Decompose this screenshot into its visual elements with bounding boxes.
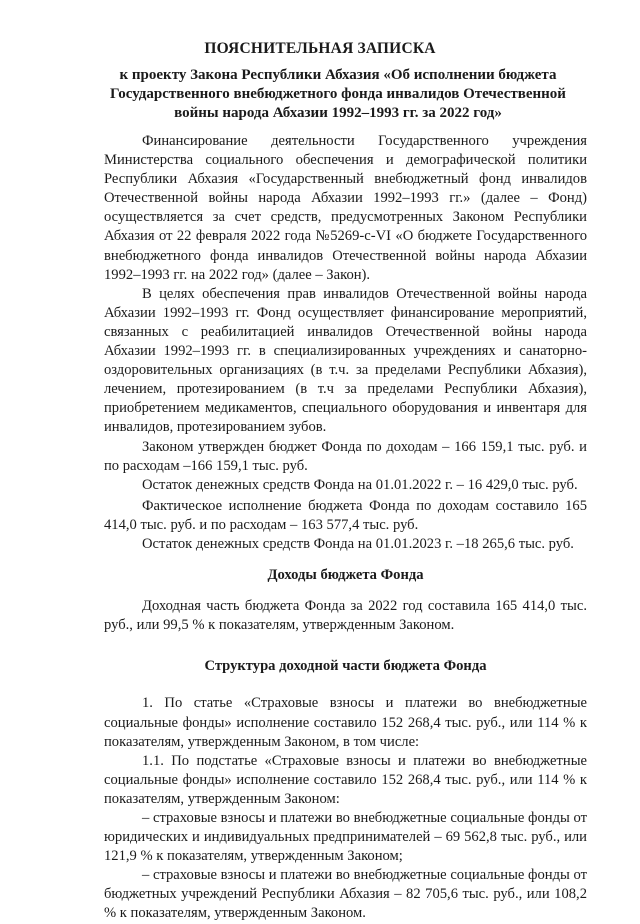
paragraph-budget-institutions: – страховые взносы и платежи во внебюджетные социальные фонды от бюджетных учреждений Республики Абхазия – 82 705,6 тыс. руб., или 108,2 % к показателям, утвержденным Законом.: [104, 867, 587, 922]
section-heading-structure: Структура доходной части бюджета Фонда: [204, 658, 487, 675]
paragraph-purpose: В целях обеспечения прав инвалидов Отечественной войны народа Абхазии 1992–1993 гг. Фонд осуществляет финансирование мероприятий, связанных с реабилитацией инвалидов Отечественной войны народа Абхазии 1992–1993 гг. в специализированных учреждениях и санаторно-оздоровительных организациях (в т.ч. за пределами Республики Абхазия), лечением, протезированием (в т.ч за пределами Республики Абхазия), приобретением медикаментов, специального оборудования и инвентаря для инвалидов, протезированием зубов.: [104, 285, 587, 436]
paragraph-approved-budget: Законом утвержден бюджет Фонда по доходам – 166 159,1 тыс. руб. и по расходам –166 159,1 тыс. руб.: [104, 438, 587, 474]
section-heading-income: Доходы бюджета Фонда: [267, 567, 424, 584]
paragraph-balance-2023: Остаток денежных средств Фонда на 01.01.2023 г. –18 265,6 тыс. руб.: [142, 535, 574, 552]
paragraph-article-1: 1. По статье «Страховые взносы и платежи во внебюджетные социальные фонды» исполнение составило 152 268,4 тыс. руб., или 114 % к показателям, утвержденным Законом, в том числе:: [104, 695, 587, 750]
paragraph-funding: Финансирование деятельности Государственного учреждения Министерства социального обеспечения и демографической политики Республики Абхазия «Государственный внебюджетный фонд инвалидов Отечественной войны народа Абхазии 1992–1993 гг.» (далее – Фонд) осуществляется за счет средств, предусмотренных Законом Республики Абхазия от 22 февраля 2022 года №5269-с-VI «О бюджете Государственного внебюджетного фонда инвалидов Отечественной войны народа Абхазии 1992–1993 гг. на 2022 год» (далее – Закон).: [104, 133, 587, 283]
paragraph-subarticle-1-1: 1.1. По подстатье «Страховые взносы и платежи во внебюджетные социальные фонды» исполнение составило 152 268,4 тыс. руб., или 114 % к показателям, утвержденным Законом:: [104, 752, 587, 807]
document-body: [104, 132, 587, 924]
document-subtitle: к проекту Закона Республики Абхазия «Об исполнении бюджета Государственного внебюджетного фонда инвалидов Отечественной войны народа Абхазии 1992–1993 гг. за 2022 год»: [110, 67, 566, 121]
document-title: ПОЯСНИТЕЛЬНАЯ ЗАПИСКА: [204, 40, 436, 57]
paragraph-actual-execution: Фактическое исполнение бюджета Фонда по доходам составило 165 414,0 тыс. руб. и по расходам – 163 577,4 тыс. руб.: [104, 497, 587, 533]
paragraph-income-total: Доходная часть бюджета Фонда за 2022 год составила 165 414,0 тыс. руб., или 99,5 % к показателям, утвержденным Законом.: [104, 598, 587, 634]
paragraph-balance-2022: Остаток денежных средств Фонда на 01.01.2022 г. – 16 429,0 тыс. руб.: [142, 476, 578, 493]
paragraph-legal-entities: – страховые взносы и платежи во внебюджетные социальные фонды от юридических и индивидуальных предпринимателей – 69 562,8 тыс. руб., или 121,9 % к показателям, утвержденным Законом;: [104, 810, 587, 865]
